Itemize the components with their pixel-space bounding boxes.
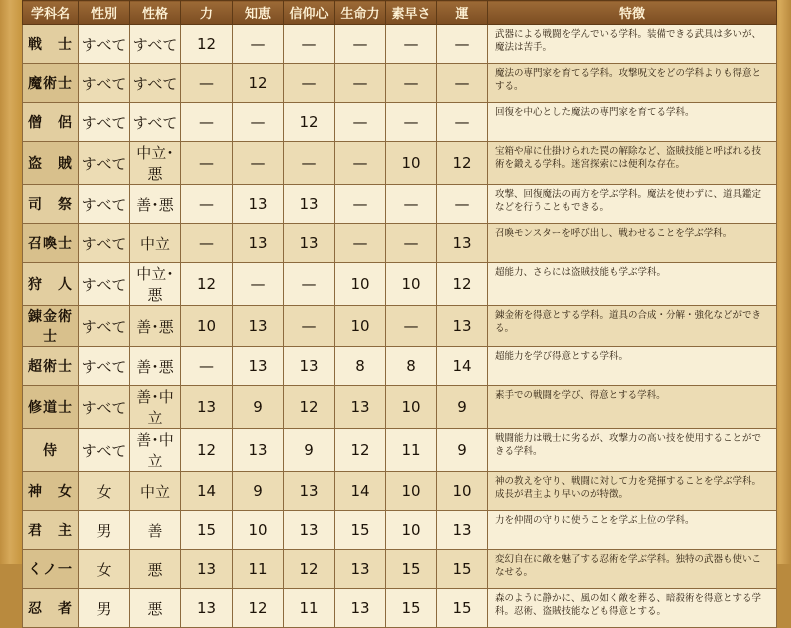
vitality-cell: 15 (335, 511, 386, 550)
gender-cell: すべて (79, 306, 130, 347)
agility-cell: 10 (386, 386, 437, 429)
piety-cell: 13 (284, 472, 335, 511)
header-luck: 運 (437, 1, 488, 25)
gender-cell: 男 (79, 589, 130, 628)
description-cell: 攻撃、回復魔法の両方を学ぶ学科。魔法を使わずに、道具鑑定などを行うこともできる。 (488, 185, 777, 224)
table-row (23, 511, 777, 550)
strength-cell: 12 (181, 429, 233, 472)
piety-cell: 9 (284, 429, 335, 472)
strength-cell: — (181, 64, 233, 103)
description-cell: 神の教えを守り、戦闘に対して力を発揮することを学ぶ学科。成長が君主より早いのが特徴。 (488, 472, 777, 511)
gender-cell: すべて (79, 429, 130, 472)
class-name-cell: 盗 賊 (23, 142, 79, 185)
strength-cell: — (181, 142, 233, 185)
class-name-cell: 超術士 (23, 347, 79, 386)
intelligence-cell: — (233, 103, 284, 142)
piety-cell: 12 (284, 103, 335, 142)
class-name-cell: 錬金術士 (23, 306, 79, 347)
description-cell: 召喚モンスターを呼び出し、戦わせることを学ぶ学科。 (488, 224, 777, 263)
luck-cell: 9 (437, 429, 488, 472)
table-row (23, 64, 777, 103)
luck-cell: 12 (437, 142, 488, 185)
strength-cell: 12 (181, 25, 233, 64)
alignment-cell: 悪 (130, 550, 181, 589)
header-alignment: 性格 (130, 1, 181, 25)
vitality-cell: — (335, 185, 386, 224)
description-cell: 宝箱や扉に仕掛けられた罠の解除など、盗賊技能と呼ばれる技術を鍛える学科。迷宮探索には便利な存在。 (488, 142, 777, 185)
agility-cell: 10 (386, 263, 437, 306)
strength-cell: 14 (181, 472, 233, 511)
description-cell: 回復を中心とした魔法の専門家を育てる学科。 (488, 103, 777, 142)
vitality-cell: 8 (335, 347, 386, 386)
alignment-cell: 善･悪 (130, 306, 181, 347)
class-name-cell: 神 女 (23, 472, 79, 511)
alignment-cell: すべて (130, 25, 181, 64)
table-row (23, 224, 777, 263)
description-cell: 超能力、さらには盗賊技能も学ぶ学科。 (488, 263, 777, 306)
description-cell: 超能力を学び得意とする学科。 (488, 347, 777, 386)
gender-cell: 男 (79, 511, 130, 550)
piety-cell: 13 (284, 224, 335, 263)
agility-cell: — (386, 25, 437, 64)
vitality-cell: — (335, 142, 386, 185)
intelligence-cell: 9 (233, 472, 284, 511)
gender-cell: すべて (79, 64, 130, 103)
class-name-cell: くノ一 (23, 550, 79, 589)
class-name-cell: 魔術士 (23, 64, 79, 103)
vitality-cell: 13 (335, 550, 386, 589)
piety-cell: 13 (284, 185, 335, 224)
table-row (23, 472, 777, 511)
luck-cell: 10 (437, 472, 488, 511)
alignment-cell: すべて (130, 103, 181, 142)
luck-cell: 12 (437, 263, 488, 306)
header-features: 特徴 (488, 1, 777, 25)
description-cell: 魔法の専門家を育てる学科。攻撃呪文をどの学科よりも得意とする。 (488, 64, 777, 103)
piety-cell: 11 (284, 589, 335, 628)
header-piety: 信仰心 (284, 1, 335, 25)
agility-cell: 8 (386, 347, 437, 386)
header-vitality: 生命力 (335, 1, 386, 25)
description-cell: 森のように静かに、風の如く敵を葬る、暗殺術を得意とする学科。忍術、盗賊技能なども得意とする。 (488, 589, 777, 628)
class-name-cell: 狩 人 (23, 263, 79, 306)
luck-cell: 14 (437, 347, 488, 386)
intelligence-cell: 9 (233, 386, 284, 429)
alignment-cell: 悪 (130, 589, 181, 628)
alignment-cell: すべて (130, 64, 181, 103)
intelligence-cell: — (233, 25, 284, 64)
vitality-cell: — (335, 224, 386, 263)
description-cell: 戦闘能力は戦士に劣るが、攻撃力の高い技を使用することができる学科。 (488, 429, 777, 472)
intelligence-cell: 13 (233, 347, 284, 386)
agility-cell: 10 (386, 511, 437, 550)
vitality-cell: 13 (335, 386, 386, 429)
header-strength: 力 (181, 1, 233, 25)
piety-cell: — (284, 263, 335, 306)
table-row (23, 347, 777, 386)
table-row (23, 263, 777, 306)
alignment-cell: 中立 (130, 224, 181, 263)
gender-cell: すべて (79, 347, 130, 386)
agility-cell: — (386, 224, 437, 263)
alignment-cell: 善･悪 (130, 185, 181, 224)
gender-cell: 女 (79, 472, 130, 511)
table-row (23, 589, 777, 628)
class-name-cell: 戦 士 (23, 25, 79, 64)
vitality-cell: 10 (335, 306, 386, 347)
gender-cell: すべて (79, 25, 130, 64)
luck-cell: — (437, 25, 488, 64)
class-name-cell: 召喚士 (23, 224, 79, 263)
strength-cell: 13 (181, 589, 233, 628)
class-name-cell: 忍 者 (23, 589, 79, 628)
vitality-cell: 14 (335, 472, 386, 511)
table-row (23, 306, 777, 347)
strength-cell: 10 (181, 306, 233, 347)
piety-cell: — (284, 142, 335, 185)
description-cell: 変幻自在に敵を魅了する忍術を学ぶ学科。独特の武器も使いこなせる。 (488, 550, 777, 589)
header-class-name: 学科名 (23, 1, 79, 25)
description-cell: 力を仲間の守りに使うことを学ぶ上位の学科。 (488, 511, 777, 550)
piety-cell: — (284, 25, 335, 64)
vitality-cell: — (335, 25, 386, 64)
piety-cell: 12 (284, 386, 335, 429)
class-name-cell: 僧 侶 (23, 103, 79, 142)
intelligence-cell: 12 (233, 64, 284, 103)
agility-cell: — (386, 306, 437, 347)
strength-cell: 13 (181, 386, 233, 429)
piety-cell: — (284, 306, 335, 347)
intelligence-cell: 13 (233, 429, 284, 472)
agility-cell: 15 (386, 550, 437, 589)
luck-cell: 15 (437, 550, 488, 589)
header-row (23, 1, 777, 25)
luck-cell: 15 (437, 589, 488, 628)
class-name-cell: 修道士 (23, 386, 79, 429)
description-cell: 武器による戦闘を学んでいる学科。装備できる武具は多いが、魔法は苦手。 (488, 25, 777, 64)
intelligence-cell: 12 (233, 589, 284, 628)
strength-cell: 15 (181, 511, 233, 550)
header-gender: 性別 (79, 1, 130, 25)
table-row (23, 142, 777, 185)
intelligence-cell: 13 (233, 306, 284, 347)
luck-cell: — (437, 185, 488, 224)
description-cell: 錬金術を得意とする学科。道具の合成・分解・強化などができる。 (488, 306, 777, 347)
strength-cell: — (181, 103, 233, 142)
table-row (23, 386, 777, 429)
table-row (23, 25, 777, 64)
piety-cell: 12 (284, 550, 335, 589)
piety-cell: 13 (284, 511, 335, 550)
class-name-cell: 侍 (23, 429, 79, 472)
agility-cell: — (386, 185, 437, 224)
intelligence-cell: 13 (233, 224, 284, 263)
agility-cell: 15 (386, 589, 437, 628)
table-row (23, 429, 777, 472)
intelligence-cell: 10 (233, 511, 284, 550)
table-row (23, 550, 777, 589)
alignment-cell: 中立･悪 (130, 142, 181, 185)
agility-cell: — (386, 64, 437, 103)
alignment-cell: 善･中立 (130, 429, 181, 472)
intelligence-cell: 13 (233, 185, 284, 224)
piety-cell: 13 (284, 347, 335, 386)
class-name-cell: 司 祭 (23, 185, 79, 224)
table-row (23, 103, 777, 142)
agility-cell: 10 (386, 472, 437, 511)
agility-cell: 11 (386, 429, 437, 472)
header-intelligence: 知恵 (233, 1, 284, 25)
gender-cell: すべて (79, 263, 130, 306)
strength-cell: 13 (181, 550, 233, 589)
strength-cell: 12 (181, 263, 233, 306)
vitality-cell: 12 (335, 429, 386, 472)
intelligence-cell: — (233, 263, 284, 306)
alignment-cell: 善･中立 (130, 386, 181, 429)
strength-cell: — (181, 347, 233, 386)
piety-cell: — (284, 64, 335, 103)
alignment-cell: 善･悪 (130, 347, 181, 386)
intelligence-cell: — (233, 142, 284, 185)
agility-cell: 10 (386, 142, 437, 185)
luck-cell: 13 (437, 511, 488, 550)
vitality-cell: — (335, 103, 386, 142)
luck-cell: — (437, 64, 488, 103)
alignment-cell: 中立 (130, 472, 181, 511)
vitality-cell: — (335, 64, 386, 103)
class-name-cell: 君 主 (23, 511, 79, 550)
intelligence-cell: 11 (233, 550, 284, 589)
gender-cell: すべて (79, 224, 130, 263)
gender-cell: すべて (79, 185, 130, 224)
luck-cell: — (437, 103, 488, 142)
vitality-cell: 10 (335, 263, 386, 306)
header-agility: 素早さ (386, 1, 437, 25)
luck-cell: 9 (437, 386, 488, 429)
strength-cell: — (181, 224, 233, 263)
alignment-cell: 中立･悪 (130, 263, 181, 306)
alignment-cell: 善 (130, 511, 181, 550)
strength-cell: — (181, 185, 233, 224)
description-cell: 素手での戦闘を学び、得意とする学科。 (488, 386, 777, 429)
class-table (22, 0, 777, 628)
gender-cell: 女 (79, 550, 130, 589)
vitality-cell: 13 (335, 589, 386, 628)
gender-cell: すべて (79, 103, 130, 142)
gender-cell: すべて (79, 142, 130, 185)
table-row (23, 185, 777, 224)
luck-cell: 13 (437, 224, 488, 263)
gender-cell: すべて (79, 386, 130, 429)
luck-cell: 13 (437, 306, 488, 347)
agility-cell: — (386, 103, 437, 142)
